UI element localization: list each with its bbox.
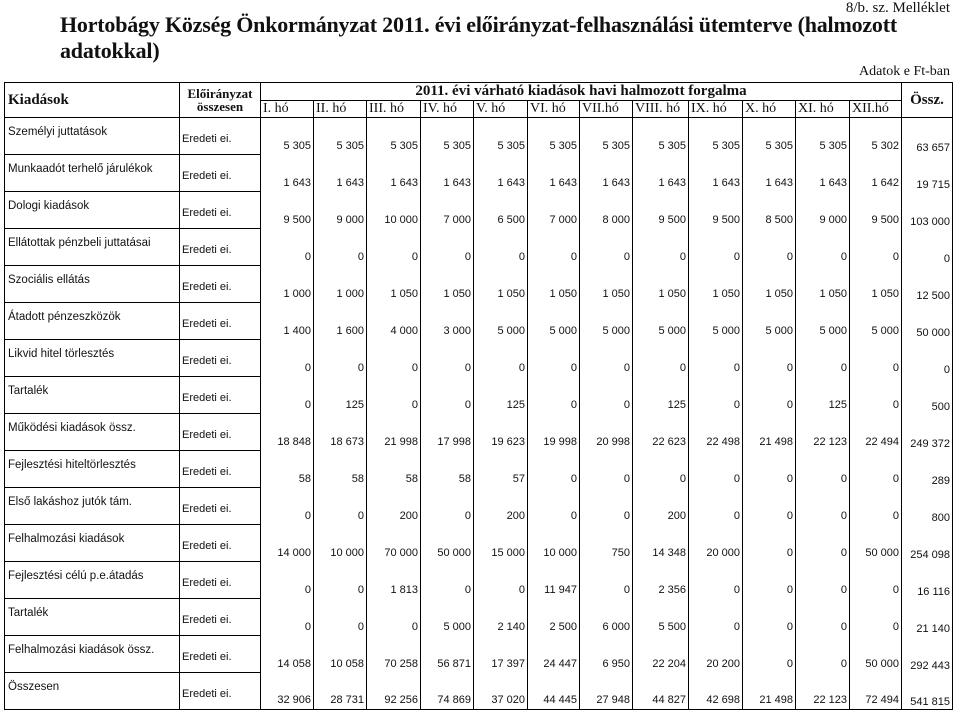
cell-value: 0 [367, 229, 421, 266]
cell-value: 21 498 [743, 673, 796, 710]
cell-value: 1 643 [421, 155, 474, 192]
header-month: I. hó [261, 101, 314, 118]
cell-value: 5 000 [528, 303, 580, 340]
cell-value: 750 [580, 525, 633, 562]
table-row [5, 636, 953, 673]
table-row [5, 118, 953, 155]
cell-value: 15 000 [474, 525, 528, 562]
cell-value: 0 [474, 562, 528, 599]
header-month: V. hó [474, 101, 528, 118]
cell-total: 249 372 [902, 414, 953, 451]
cell-value: 10 000 [314, 525, 367, 562]
cell-value: 0 [314, 599, 367, 636]
cell-value: 0 [743, 599, 796, 636]
cell-value: 17 397 [474, 636, 528, 673]
cell-value: 9 500 [689, 192, 743, 229]
cell-total: 0 [902, 229, 953, 266]
cell-value: 2 500 [528, 599, 580, 636]
cell-value: 0 [633, 340, 689, 377]
cell-value: 125 [796, 377, 850, 414]
cell-value: 200 [367, 488, 421, 525]
cell-value: 0 [633, 451, 689, 488]
cell-value: 22 498 [689, 414, 743, 451]
cell-value: 0 [474, 340, 528, 377]
header-month: IV. hó [421, 101, 474, 118]
table-row [5, 451, 953, 488]
cell-value: 1 050 [850, 266, 902, 303]
cell-total: 103 000 [902, 192, 953, 229]
cell-value: 5 000 [580, 303, 633, 340]
row-label: Likvid hitel törlesztés [5, 340, 180, 377]
cell-value: 0 [421, 377, 474, 414]
cell-value: 5 000 [689, 303, 743, 340]
cell-value: 0 [689, 599, 743, 636]
cell-value: 22 123 [796, 673, 850, 710]
row-label: Első lakáshoz jutók tám. [5, 488, 180, 525]
cell-value: 0 [580, 562, 633, 599]
cell-value: 19 998 [528, 414, 580, 451]
cell-value: 0 [743, 488, 796, 525]
cell-value: 27 948 [580, 673, 633, 710]
cell-value: 6 000 [580, 599, 633, 636]
cell-value: 5 305 [633, 118, 689, 155]
page-title: Hortobágy Község Önkormányzat 2011. évi előirányzat-felhasználási ütemterve (halmozott adatokkal) [60, 12, 897, 63]
cell-value: 14 000 [261, 525, 314, 562]
cell-value: 1 643 [314, 155, 367, 192]
cell-value: 9 500 [633, 192, 689, 229]
cell-value: 0 [314, 562, 367, 599]
cell-value: 57 [474, 451, 528, 488]
cell-value: 5 305 [314, 118, 367, 155]
cell-value: 9 000 [796, 192, 850, 229]
row-type: Eredeti ei. [180, 303, 261, 340]
table-row [5, 266, 953, 303]
cell-value: 1 643 [796, 155, 850, 192]
cell-value: 8 500 [743, 192, 796, 229]
cell-value: 5 000 [474, 303, 528, 340]
row-label: Átadott pénzeszközök [5, 303, 180, 340]
cell-value: 1 643 [528, 155, 580, 192]
cell-value: 50 000 [850, 636, 902, 673]
header-budget-line1: Előirányzat [187, 86, 253, 101]
cell-value: 0 [580, 340, 633, 377]
cell-value: 1 050 [421, 266, 474, 303]
cell-value: 0 [261, 599, 314, 636]
cell-value: 5 000 [796, 303, 850, 340]
table-row [5, 192, 953, 229]
cell-value: 0 [850, 599, 902, 636]
row-label: Fejlesztési hiteltörlesztés [5, 451, 180, 488]
cell-value: 0 [850, 229, 902, 266]
cell-value: 0 [367, 599, 421, 636]
cell-total: 19 715 [902, 155, 953, 192]
cell-value: 0 [314, 340, 367, 377]
table-row [5, 414, 953, 451]
cell-value: 5 305 [743, 118, 796, 155]
cell-value: 19 623 [474, 414, 528, 451]
cell-value: 11 947 [528, 562, 580, 599]
cell-value: 1 050 [367, 266, 421, 303]
cell-value: 1 643 [474, 155, 528, 192]
cell-total: 21 140 [902, 599, 953, 636]
cell-total: 800 [902, 488, 953, 525]
row-type: Eredeti ei. [180, 488, 261, 525]
cell-value: 1 642 [850, 155, 902, 192]
cell-value: 0 [743, 229, 796, 266]
cell-value: 0 [528, 377, 580, 414]
cell-value: 20 998 [580, 414, 633, 451]
cell-value: 0 [850, 340, 902, 377]
table-header [5, 83, 953, 118]
cell-value: 6 950 [580, 636, 633, 673]
row-label: Szociális ellátás [5, 266, 180, 303]
table-row [5, 525, 953, 562]
cell-value: 18 673 [314, 414, 367, 451]
cell-value: 50 000 [850, 525, 902, 562]
cell-value: 0 [261, 377, 314, 414]
table-row [5, 229, 953, 266]
row-type: Eredeti ei. [180, 562, 261, 599]
cell-value: 70 258 [367, 636, 421, 673]
row-type: Eredeti ei. [180, 155, 261, 192]
cell-value: 2 140 [474, 599, 528, 636]
cell-value: 1 643 [633, 155, 689, 192]
header-expenses: Kiadások [5, 83, 180, 118]
header-budget-total [180, 83, 261, 118]
cell-total: 16 116 [902, 562, 953, 599]
row-type: Eredeti ei. [180, 525, 261, 562]
cell-value: 0 [743, 340, 796, 377]
cell-value: 3 000 [421, 303, 474, 340]
cell-value: 0 [367, 340, 421, 377]
cell-value: 5 000 [850, 303, 902, 340]
cell-value: 22 204 [633, 636, 689, 673]
table-row [5, 377, 953, 414]
cell-value: 24 447 [528, 636, 580, 673]
cell-value: 1 813 [367, 562, 421, 599]
cell-value: 1 050 [689, 266, 743, 303]
cell-value: 1 050 [633, 266, 689, 303]
cell-value: 58 [314, 451, 367, 488]
cell-value: 0 [743, 451, 796, 488]
cell-value: 0 [689, 229, 743, 266]
cell-value: 2 356 [633, 562, 689, 599]
cell-value: 0 [528, 451, 580, 488]
cell-value: 0 [528, 488, 580, 525]
row-type: Eredeti ei. [180, 340, 261, 377]
table-row [5, 303, 953, 340]
row-type: Eredeti ei. [180, 414, 261, 451]
cell-value: 22 494 [850, 414, 902, 451]
row-type: Eredeti ei. [180, 266, 261, 303]
row-label: Tartalék [5, 377, 180, 414]
cell-value: 10 000 [528, 525, 580, 562]
cell-value: 14 058 [261, 636, 314, 673]
cell-value: 5 305 [689, 118, 743, 155]
cell-value: 1 643 [261, 155, 314, 192]
cell-value: 74 869 [421, 673, 474, 710]
cell-value: 125 [314, 377, 367, 414]
cell-total: 50 000 [902, 303, 953, 340]
table-row [5, 562, 953, 599]
cell-value: 1 643 [367, 155, 421, 192]
cell-value: 0 [796, 562, 850, 599]
row-type: Eredeti ei. [180, 229, 261, 266]
cell-value: 72 494 [850, 673, 902, 710]
cell-value: 7 000 [421, 192, 474, 229]
cell-total: 254 098 [902, 525, 953, 562]
cell-value: 5 000 [743, 303, 796, 340]
cell-value: 1 643 [743, 155, 796, 192]
annex-label: 8/b. sz. Melléklet [845, 0, 950, 16]
table-row [5, 488, 953, 525]
cell-value: 1 643 [689, 155, 743, 192]
row-label: Dologi kiadások [5, 192, 180, 229]
cell-value: 0 [689, 562, 743, 599]
cell-value: 44 827 [633, 673, 689, 710]
row-type: Eredeti ei. [180, 377, 261, 414]
header-month: X. hó [743, 101, 796, 118]
cell-value: 0 [796, 488, 850, 525]
cell-value: 5 305 [474, 118, 528, 155]
cell-value: 0 [580, 229, 633, 266]
cell-value: 5 302 [850, 118, 902, 155]
cell-value: 1 600 [314, 303, 367, 340]
cell-value: 0 [743, 636, 796, 673]
row-label: Ellátottak pénzbeli juttatásai [5, 229, 180, 266]
cell-value: 5 305 [421, 118, 474, 155]
cell-value: 9 500 [850, 192, 902, 229]
cell-value: 22 623 [633, 414, 689, 451]
cell-total: 0 [902, 340, 953, 377]
cell-value: 0 [689, 340, 743, 377]
cell-value: 0 [689, 488, 743, 525]
cell-value: 21 498 [743, 414, 796, 451]
cell-value: 22 123 [796, 414, 850, 451]
cell-value: 0 [796, 525, 850, 562]
cell-value: 7 000 [528, 192, 580, 229]
cell-value: 1 050 [743, 266, 796, 303]
row-label: Személyi juttatások [5, 118, 180, 155]
cell-value: 125 [474, 377, 528, 414]
cell-value: 44 445 [528, 673, 580, 710]
header-monthly-group: 2011. évi várható kiadások havi halmozott forgalma [261, 83, 902, 101]
cell-value: 0 [689, 451, 743, 488]
cell-value: 0 [796, 599, 850, 636]
cell-value: 0 [796, 340, 850, 377]
cell-value: 50 000 [421, 525, 474, 562]
cell-value: 5 305 [796, 118, 850, 155]
cell-value: 5 305 [580, 118, 633, 155]
cell-value: 5 305 [261, 118, 314, 155]
cell-value: 0 [850, 488, 902, 525]
cell-value: 17 998 [421, 414, 474, 451]
cell-value: 1 050 [796, 266, 850, 303]
cell-value: 0 [796, 636, 850, 673]
cell-value: 32 906 [261, 673, 314, 710]
cell-value: 9 000 [314, 192, 367, 229]
cell-value: 10 000 [367, 192, 421, 229]
cell-value: 58 [367, 451, 421, 488]
cell-value: 1 000 [314, 266, 367, 303]
cell-value: 0 [580, 377, 633, 414]
cell-value: 0 [261, 340, 314, 377]
table-row [5, 155, 953, 192]
cell-value: 5 000 [633, 303, 689, 340]
cell-value: 0 [421, 229, 474, 266]
cell-value: 0 [528, 340, 580, 377]
cell-value: 42 698 [689, 673, 743, 710]
cell-value: 0 [743, 377, 796, 414]
cell-value: 200 [633, 488, 689, 525]
cell-total: 63 657 [902, 118, 953, 155]
header-month: XII.hó [850, 101, 902, 118]
cell-value: 28 731 [314, 673, 367, 710]
header-sum: Össz. [902, 83, 953, 118]
cell-value: 4 000 [367, 303, 421, 340]
cell-value: 0 [261, 488, 314, 525]
table-row [5, 340, 953, 377]
cell-value: 9 500 [261, 192, 314, 229]
cell-value: 0 [580, 488, 633, 525]
table-row [5, 599, 953, 636]
cell-value: 6 500 [474, 192, 528, 229]
cell-value: 0 [528, 229, 580, 266]
cell-value: 0 [314, 229, 367, 266]
cell-value: 58 [261, 451, 314, 488]
cell-value: 20 200 [689, 636, 743, 673]
cell-value: 0 [743, 562, 796, 599]
cell-value: 0 [580, 451, 633, 488]
row-type: Eredeti ei. [180, 192, 261, 229]
row-type: Eredeti ei. [180, 636, 261, 673]
cell-value: 0 [850, 562, 902, 599]
table-body [5, 118, 953, 710]
cell-value: 0 [421, 488, 474, 525]
header-month: XI. hó [796, 101, 850, 118]
cell-value: 0 [421, 340, 474, 377]
cell-value: 21 998 [367, 414, 421, 451]
row-label: Fejlesztési célú p.e.átadás [5, 562, 180, 599]
cell-value: 92 256 [367, 673, 421, 710]
cell-value: 0 [850, 451, 902, 488]
row-type: Eredeti ei. [180, 673, 261, 710]
cell-value: 0 [314, 488, 367, 525]
cell-value: 0 [689, 377, 743, 414]
cell-value: 1 050 [474, 266, 528, 303]
cell-value: 1 643 [580, 155, 633, 192]
header-month: II. hó [314, 101, 367, 118]
table-row [5, 673, 953, 710]
unit-note: Adatok e Ft-ban [859, 64, 950, 79]
cell-value: 58 [421, 451, 474, 488]
cell-value: 1 050 [580, 266, 633, 303]
row-type: Eredeti ei. [180, 451, 261, 488]
row-label: Felhalmozási kiadások [5, 525, 180, 562]
header-month: VII.hó [580, 101, 633, 118]
cell-value: 0 [261, 229, 314, 266]
cell-value: 56 871 [421, 636, 474, 673]
header-month: VI. hó [528, 101, 580, 118]
cell-value: 0 [474, 229, 528, 266]
cell-value: 1 000 [261, 266, 314, 303]
cell-total: 541 815 [902, 673, 953, 710]
cell-value: 125 [633, 377, 689, 414]
cell-value: 0 [743, 525, 796, 562]
cell-value: 0 [261, 562, 314, 599]
cell-value: 0 [850, 377, 902, 414]
cell-value: 1 400 [261, 303, 314, 340]
cell-value: 0 [421, 562, 474, 599]
row-type: Eredeti ei. [180, 118, 261, 155]
row-label: Munkaadót terhelő járulékok [5, 155, 180, 192]
header-month: VIII. hó [633, 101, 689, 118]
header-month: III. hó [367, 101, 421, 118]
cell-value: 70 000 [367, 525, 421, 562]
header-budget-line2: összesen [196, 99, 244, 114]
cell-value: 200 [474, 488, 528, 525]
cell-value: 10 058 [314, 636, 367, 673]
cell-value: 8 000 [580, 192, 633, 229]
cell-value: 5 500 [633, 599, 689, 636]
cell-value: 37 020 [474, 673, 528, 710]
cell-total: 500 [902, 377, 953, 414]
cell-value: 0 [367, 377, 421, 414]
cell-value: 18 848 [261, 414, 314, 451]
header-month: IX. hó [689, 101, 743, 118]
cell-value: 1 050 [528, 266, 580, 303]
cell-value: 5 305 [528, 118, 580, 155]
row-label: Összesen [5, 673, 180, 710]
budget-schedule-table [4, 82, 953, 710]
row-label: Tartalék [5, 599, 180, 636]
cell-value: 20 000 [689, 525, 743, 562]
cell-value: 5 000 [421, 599, 474, 636]
row-label: Működési kiadások össz. [5, 414, 180, 451]
cell-value: 14 348 [633, 525, 689, 562]
cell-value: 0 [796, 451, 850, 488]
cell-total: 292 443 [902, 636, 953, 673]
cell-total: 289 [902, 451, 953, 488]
cell-value: 0 [633, 229, 689, 266]
cell-value: 5 305 [367, 118, 421, 155]
cell-total: 12 500 [902, 266, 953, 303]
cell-value: 0 [796, 229, 850, 266]
row-type: Eredeti ei. [180, 599, 261, 636]
row-label: Felhalmozási kiadások össz. [5, 636, 180, 673]
